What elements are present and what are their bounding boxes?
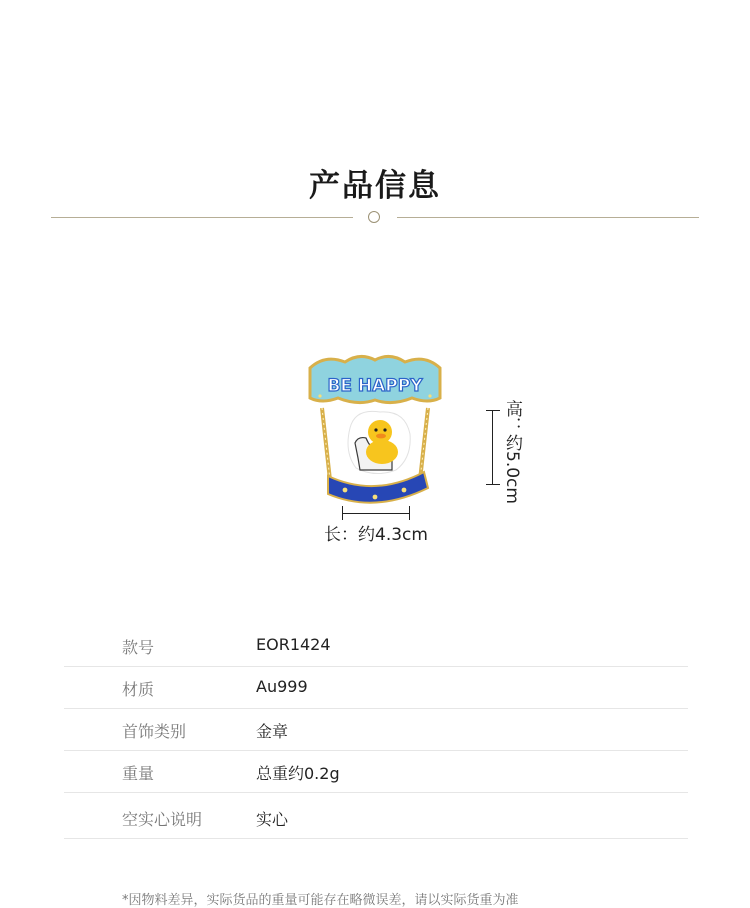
spec-label: 首饰类别 [122, 722, 187, 741]
spec-value: 实心 [256, 810, 289, 829]
weight-disclaimer: *因物料差异，实际货品的重量可能存在略微误差，请以实际货重为准 [122, 893, 519, 908]
height-dimension-marker [486, 410, 500, 485]
spec-value: 总重约0.2g [256, 764, 340, 783]
spec-row-weight [64, 751, 688, 793]
spec-row-style-number [64, 625, 688, 667]
product-image [300, 348, 450, 518]
section-title: 产品信息 [309, 168, 441, 204]
length-label: 长：约4.3cm [324, 525, 428, 545]
divider-circle-icon [368, 211, 380, 223]
spec-row-category [64, 709, 688, 751]
spec-value: 金章 [256, 722, 289, 741]
spec-label: 款号 [122, 638, 155, 657]
divider-left [51, 217, 353, 218]
height-label: 高：约5.0cm [502, 400, 522, 504]
spec-label: 重量 [122, 764, 155, 783]
length-dimension-marker [342, 506, 410, 520]
spec-row-solid-hollow [64, 793, 688, 839]
spec-table [64, 625, 688, 839]
spec-row-material [64, 667, 688, 709]
banner-text: BE HAPPY [327, 376, 423, 396]
spec-value: Au999 [256, 677, 308, 696]
spec-label: 空实心说明 [122, 810, 203, 829]
spec-value: EOR1424 [256, 635, 331, 654]
spec-label: 材质 [122, 680, 155, 699]
divider-right [397, 217, 699, 218]
